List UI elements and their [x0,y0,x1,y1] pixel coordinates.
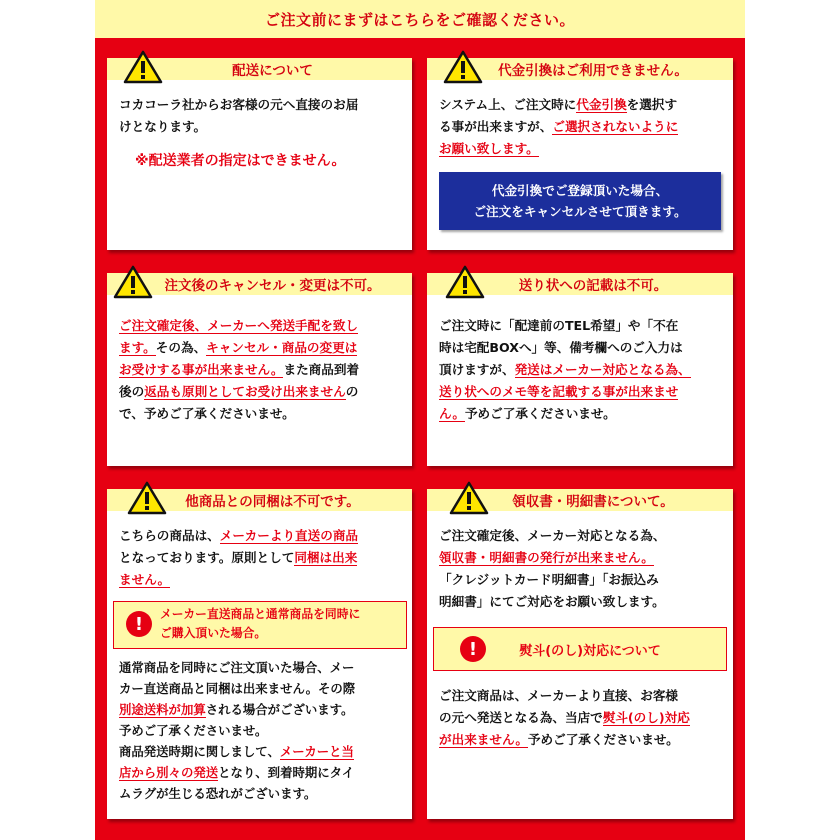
banner-text: ご注文前にまずはこちらをご確認ください。 [264,10,575,29]
noshi-body: ご注文商品は、メーカーより直接、お客様 の元へ発送となる為、当店で熨斗(のし)対応 が出来ません。予めご了承くださいませ。 [439,688,690,747]
warning-triangle-icon [127,481,167,515]
cod-panel [427,58,733,250]
receipt-panel [427,489,733,819]
invoice-panel [427,273,733,466]
bundle-body: こちらの商品は、メーカーより直送の商品 となっております。原則として同梱は出来 ません。 [119,528,359,587]
noshi-notice: ! 熨斗(のし)対応について [433,627,727,671]
top-banner [95,0,745,38]
bundle-title: 他商品との同梱は不可です。 [107,489,412,511]
warning-triangle-icon [113,265,153,299]
invoice-title: 送り状への記載は不可。 [427,273,733,295]
bundle-details: 通常商品を同時にご注文頂いた場合、メー カー直送商品と同梱は出来ません。その際 別途送料が加算される場合がございます。 予めご了承くださいませ。 商品発送時期に関しまして、メーカーと当 店から別々の発送となり、到着時期にタイ ムラグが生じる恐れがございます。 [119,660,356,801]
bundle-panel [107,489,412,819]
receipt-title: 領収書・明細書について。 [427,489,733,511]
delivery-title: 配送について [107,58,412,80]
receipt-body: ご注文確定後、メーカー対応となる為、 領収書・明細書の発行が出来ません。 「クレジットカード明細書」「お振込み 明細書」にてご対応をお願い致します。 [439,528,666,609]
warning-triangle-icon [443,50,483,84]
cancel-title: 注文後のキャンセル・変更は不可。 [107,273,412,295]
delivery-note: ※配送業者の指定はできません。 [135,153,346,169]
warning-triangle-icon [445,265,485,299]
cancel-panel [107,273,412,466]
cod-body: システム上、ご注文時に代金引換を選択す る事が出来ますが、ご選択されないように お願い致します。 [439,97,679,156]
warning-triangle-icon [449,481,489,515]
cancel-body: ご注文確定後、メーカーへ発送手配を致し ます。その為、キャンセル・商品の変更は お受けする事が出来ません。また商品到着 後の返品も原則としてお受け出来ませんの で、予めご了承くださいませ。 [119,318,360,421]
exclamation-circle-icon: ! [126,611,152,637]
warning-triangle-icon [123,50,163,84]
delivery-body: コカコーラ社からお客様の元へ直接のお届 けとなります。 ※配送業者の指定はできません。 [119,94,402,172]
invoice-body: ご注文時に「配達前のTEL希望」や「不在 時は宅配BOXへ」等、備考欄へのご入力は 頂けますが、発送はメーカー対応となる為、 送り状へのメモ等を記載する事が出来ませ ん。予めご了承くださいませ。 [439,318,691,421]
exclamation-circle-icon: ! [460,636,486,662]
bundle-mixed-order-note: ! メーカー直送商品と通常商品を同時に ご購入頂いた場合。 [113,601,407,649]
cod-cancel-notice: 代金引換でご登録頂いた場合、 ご注文をキャンセルさせて頂きます。 [439,172,721,230]
cod-title: 代金引換はご利用できません。 [427,58,733,80]
delivery-panel [107,58,412,250]
